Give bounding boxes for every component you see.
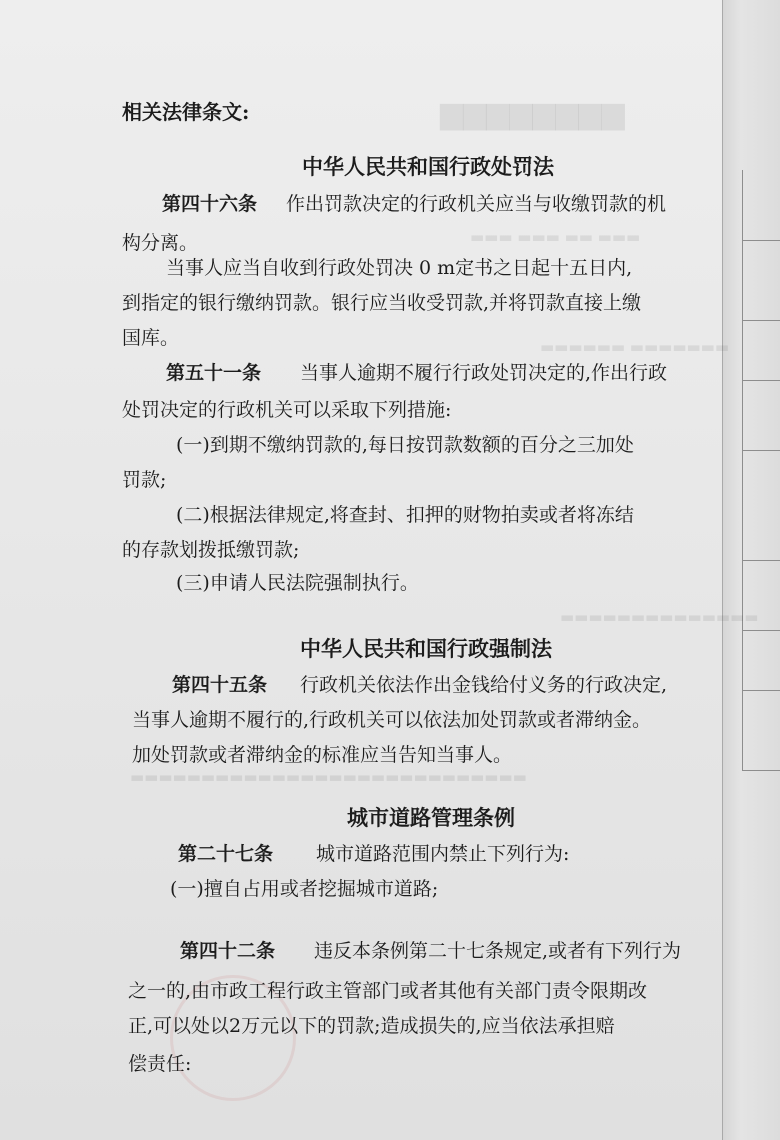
article-number: 第四十二条 <box>180 940 276 962</box>
article-text: 违反本条例第二十七条规定,或者有下列行为 <box>314 940 682 962</box>
article-text: 当事人应当自收到行政处罚决 0 m定书之日起十五日内, <box>166 257 633 279</box>
article-text: 正,可以处以2万元以下的罚款;造成损失的,应当依法承担赔 <box>128 1015 615 1037</box>
law-title-administrative-enforcement: 中华人民共和国行政强制法 <box>300 636 552 661</box>
show-through-text: ▬▬▬ ▬▬▬ ▬▬ ▬▬▬ <box>470 228 641 246</box>
article-number: 第四十六条 <box>162 193 258 215</box>
table-rule <box>742 240 780 241</box>
table-rule <box>742 560 780 561</box>
page-heading: 相关法律条文: <box>122 100 250 124</box>
article-text: 加处罚款或者滞纳金的标准应当告知当事人。 <box>132 744 513 766</box>
article-text: 偿责任: <box>128 1053 192 1075</box>
table-rule <box>742 450 780 451</box>
article-text: 当事人逾期不履行行政处罚决定的,作出行政 <box>300 362 668 384</box>
next-page-table-edge <box>742 170 780 770</box>
law-title-urban-roads: 城市道路管理条例 <box>347 805 515 830</box>
article-text: 当事人逾期不履行的,行政机关可以依法加处罚款或者滞纳金。 <box>132 709 652 731</box>
show-through-text: ▆▆▆▆▆▆▆▆ <box>440 96 625 131</box>
article-text: 国库。 <box>122 327 180 349</box>
table-rule <box>742 690 780 691</box>
article-number: 第二十七条 <box>178 843 274 865</box>
table-rule <box>742 770 780 771</box>
table-rule <box>742 320 780 321</box>
article-text: 作出罚款决定的行政机关应当与收缴罚款的机 <box>286 193 667 215</box>
table-rule <box>742 380 780 381</box>
show-through-text: ▬▬▬▬▬▬ ▬▬▬▬▬▬▬ <box>540 338 730 356</box>
article-text: 城市道路范围内禁止下列行为: <box>316 843 570 865</box>
show-through-text: ▬▬▬▬▬▬▬▬▬▬▬▬▬▬ <box>560 608 759 626</box>
list-item: (一)擅自占用或者挖掘城市道路; <box>170 878 439 900</box>
article-number: 第四十五条 <box>172 674 268 696</box>
article-number: 第五十一条 <box>166 362 262 384</box>
law-title-administrative-penalty: 中华人民共和国行政处罚法 <box>302 154 554 179</box>
article-text: 处罚决定的行政机关可以采取下列措施: <box>122 399 452 421</box>
list-item: 罚款; <box>122 469 167 491</box>
article-text: 构分离。 <box>122 232 199 254</box>
article-text: 到指定的银行缴纳罚款。银行应当收受罚款,并将罚款直接上缴 <box>122 292 642 314</box>
article-text: 行政机关依法作出金钱给付义务的行政决定, <box>300 674 668 696</box>
list-item: (三)申请人民法院强制执行。 <box>176 572 419 594</box>
article-text: 之一的,由市政工程行政主管部门或者其他有关部门责令限期改 <box>128 980 648 1002</box>
list-item: (二)根据法律规定,将查封、扣押的财物拍卖或者将冻结 <box>176 504 634 526</box>
list-item: 的存款划拨抵缴罚款; <box>122 539 300 561</box>
show-through-text: ▬▬▬▬▬▬▬▬▬▬▬▬▬▬▬▬▬▬▬▬▬▬▬▬▬▬▬▬ <box>130 768 527 786</box>
table-rule <box>742 630 780 631</box>
list-item: (一)到期不缴纳罚款的,每日按罚款数额的百分之三加处 <box>176 434 634 456</box>
